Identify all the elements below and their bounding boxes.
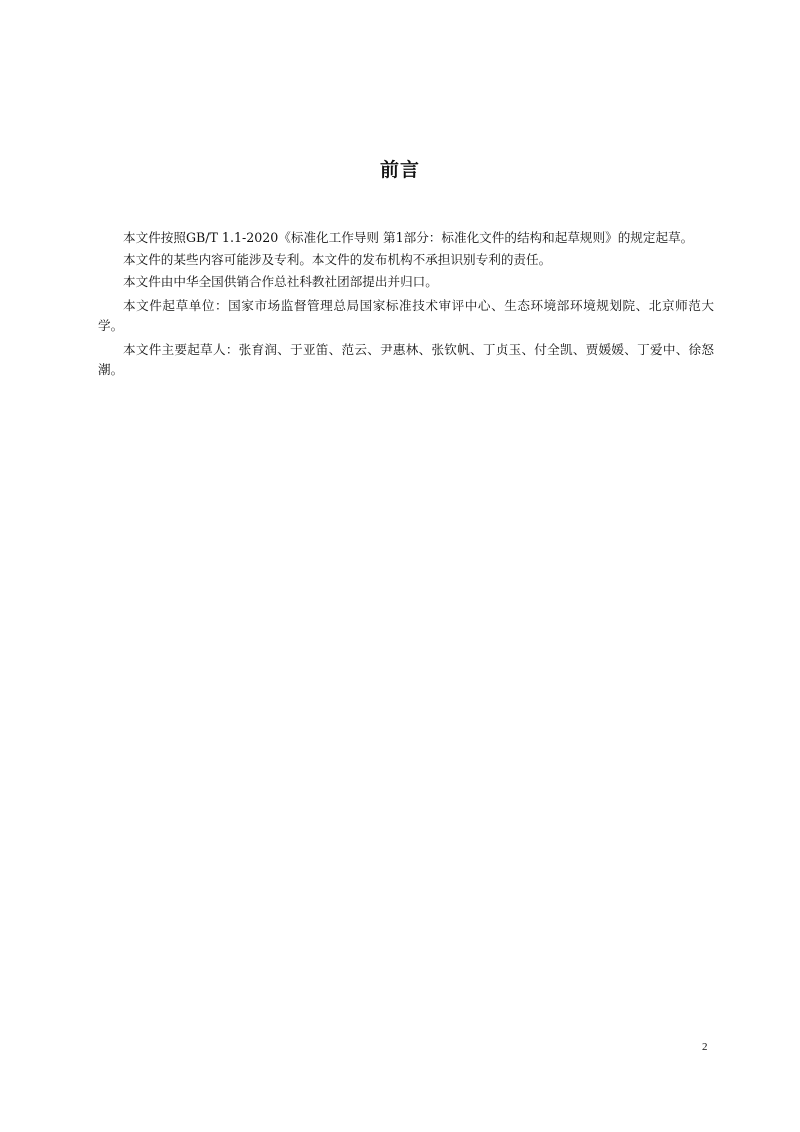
paragraph-standard-basis: 本文件按照GB/T 1.1-2020《标准化工作导则 第1部分：标准化文件的结构和起草规则》的规定起草。 bbox=[123, 230, 694, 245]
paragraph-proposer: 本文件由中华全国供销合作总社科教社团部提出并归口。 bbox=[123, 274, 438, 289]
foreword-body bbox=[98, 228, 714, 384]
paragraph-patent-notice: 本文件的某些内容可能涉及专利。本文件的发布机构不承担识别专利的责任。 bbox=[123, 252, 552, 267]
page-title: 前言 bbox=[379, 159, 420, 181]
page-number: 2 bbox=[702, 1041, 708, 1053]
paragraph-drafters: 本文件主要起草人：张育润、于亚笛、范云、尹惠林、张钦帆、丁贞玉、付全凯、贾媛媛、丁爱中、徐怒潮。 bbox=[98, 342, 714, 377]
paragraph-drafting-units: 本文件起草单位：国家市场监督管理总局国家标准技术审评中心、生态环境部环境规划院、北京师范大学。 bbox=[98, 298, 714, 333]
